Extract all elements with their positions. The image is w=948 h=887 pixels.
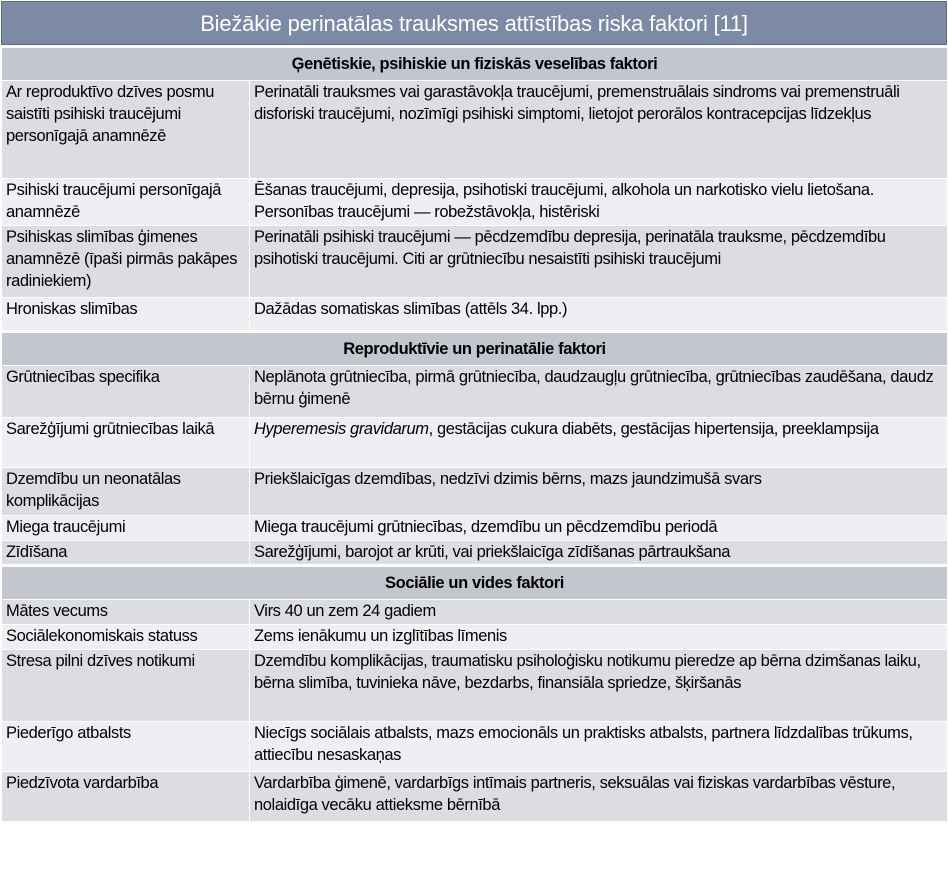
table-row <box>2 366 948 418</box>
row-label: Zīdīšana <box>2 541 250 566</box>
row-label: Piederīgo atbalsts <box>2 722 250 772</box>
section-heading: Ģenētiskie, psihiskie un fiziskās veselības faktori <box>2 47 948 81</box>
row-text: Niecīgs sociālais atbalsts, mazs emocionāls un praktisks atbalsts, partnera līdzdalības trūkums, attiecību nesaskaņas <box>250 722 948 772</box>
row-text: Priekšlaicīgas dzemdības, nedzīvi dzimis bērns, mazs jaundzimušā svars <box>250 468 948 516</box>
table-row <box>2 541 948 566</box>
section-heading: Sociālie un vides faktori <box>2 566 948 600</box>
row-label: Miega traucējumi <box>2 516 250 541</box>
risk-factors-table-frame <box>1 1 947 881</box>
row-label: Ar reproduktīvo dzīves posmu saistīti psihiski traucējumi personīgajā anamnēzē <box>2 81 250 179</box>
table-title: Biežākie perinatālas trauksmes attīstības riska faktori [11] <box>1 1 947 45</box>
table-row <box>2 650 948 722</box>
table-row <box>2 600 948 625</box>
risk-factors-table <box>1 45 948 822</box>
row-text: Perinatāli psihiski traucējumi — pēcdzemdību depresija, perinatāla trauksme, pēcdzemdību psihotiski traucējumi. Citi ar grūtniecību nesaistīti psihiski traucējumi <box>250 226 948 298</box>
row-label: Psihiskas slimības ģimenes anamnēzē (īpaši pirmās pakāpes radiniekiem) <box>2 226 250 298</box>
row-text: Perinatāli trauksmes vai garastāvokļa traucējumi, premenstruālais sindroms vai premenstruāli disforiski traucējumi, nozīmīgi psihiski simptomi, lietojot perorālos kontracepcijas līdzekļus <box>250 81 948 179</box>
row-text: Dažādas somatiskas slimības (attēls 34. lpp.) <box>250 298 948 332</box>
section-header-social <box>2 566 948 600</box>
table-row <box>2 625 948 650</box>
table-row <box>2 226 948 298</box>
row-label: Grūtniecības specifika <box>2 366 250 418</box>
section-heading: Reproduktīvie un perinatālie faktori <box>2 332 948 366</box>
row-text: Neplānota grūtniecība, pirmā grūtniecība, daudzaugļu grūtniecība, grūtniecības zaudēšana, daudz bērnu ģimenē <box>250 366 948 418</box>
table-row <box>2 81 948 179</box>
row-label: Stresa pilni dzīves notikumi <box>2 650 250 722</box>
section-header-reproductive <box>2 332 948 366</box>
table-row <box>2 298 948 332</box>
table-row <box>2 468 948 516</box>
row-text: Miega traucējumi grūtniecības, dzemdību un pēcdzemdību periodā <box>250 516 948 541</box>
table-row <box>2 516 948 541</box>
italic-term: Hyperemesis gravidarum <box>254 420 429 438</box>
row-text: Zems ienākumu un izglītības līmenis <box>250 625 948 650</box>
row-text: Ēšanas traucējumi, depresija, psihotiski traucējumi, alkohola un narkotisko vielu lietošana. Personības traucējumi — robežstāvokļa, histēriski <box>250 179 948 226</box>
row-label: Dzemdību un neonatālas komplikācijas <box>2 468 250 516</box>
row-text: Dzemdību komplikācijas, traumatisku psiholoģisku notikumu pieredze ap bērna dzimšanas laiku, bērna slimība, tuvinieka nāve, bezdarbs, finansiāla spriedze, šķiršanās <box>250 650 948 722</box>
row-label: Psihiski traucējumi personīgajā anamnēzē <box>2 179 250 226</box>
row-label: Mātes vecums <box>2 600 250 625</box>
row-text <box>250 418 948 468</box>
row-label: Piedzīvota vardarbība <box>2 772 250 822</box>
table-row <box>2 722 948 772</box>
row-label: Sociālekonomiskais statuss <box>2 625 250 650</box>
row-text: Sarežģījumi, barojot ar krūti, vai priekšlaicīga zīdīšanas pārtraukšana <box>250 541 948 566</box>
section-header-genetic <box>2 47 948 81</box>
table-row <box>2 418 948 468</box>
row-text: Vardarbība ģimenē, vardarbīgs intīmais partneris, seksuālas vai fiziskas vardarbības vēsture, nolaidīga vecāku attieksme bērnībā <box>250 772 948 822</box>
row-text: Virs 40 un zem 24 gadiem <box>250 600 948 625</box>
table-row <box>2 179 948 226</box>
row-label: Hroniskas slimības <box>2 298 250 332</box>
row-text-rest: , gestācijas cukura diabēts, gestācijas hipertensija, preeklampsija <box>428 420 879 438</box>
row-label: Sarežģījumi grūtniecības laikā <box>2 418 250 468</box>
table-row <box>2 772 948 822</box>
